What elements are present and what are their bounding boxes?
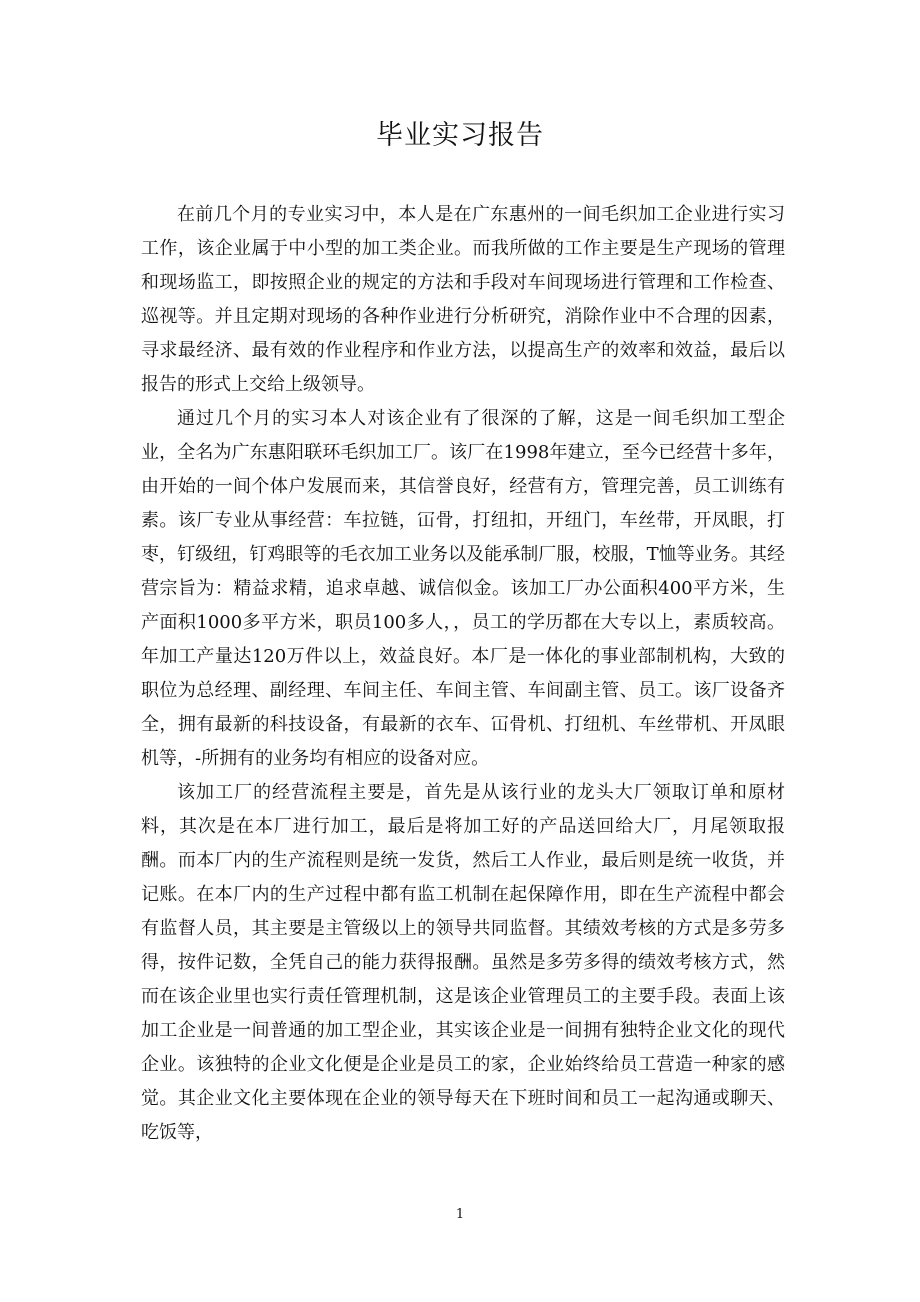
paragraph-2: 通过几个月的实习本人对该企业有了很深的了解，这是一间毛织加工型企业，全名为广东惠阳联环毛织加工厂。该厂在1998年建立，至今已经营十多年，由开始的一间个体户发展而来，其信誉良好，经营有方，管理完善，员工训练有素。该厂专业从事经营：车拉链，冚骨，打纽扣，开纽门，车丝带，开凤眼，打枣，钉级纽，钉鸡眼等的毛衣加工业务以及能承制厂服，校服，T恤等业务。其经营宗旨为：精益求精，追求卓越、诚信似金。该加工厂办公面积400平方米，生产面积1000多平方米，职员100多人，，员工的学历都在大专以上，素质较高。年加工产量达120万件以上，效益良好。本厂是一体化的事业部制机构，大致的职位为总经理、副经理、车间主任、车间主管、车间副主管、员工。该厂设备齐全，拥有最新的科技设备，有最新的衣车、冚骨机、打纽机、车丝带机、开凤眼机等，-所拥有的业务均有相应的设备对应。 (141, 408, 785, 769)
document-body (141, 198, 785, 1150)
page-number: 1 (455, 1207, 465, 1222)
paragraph-1: 在前几个月的专业实习中，本人是在广东惠州的一间毛织加工企业进行实习工作，该企业属于中小型的加工类企业。而我所做的工作主要是生产现场的管理和现场监工，即按照企业的规定的方法和手段对车间现场进行管理和工作检查、巡视等。并且定期对现场的各种作业进行分析研究，消除作业中不合理的因素，寻求最经济、最有效的作业程序和作业方法，以提高生产的效率和效益，最后以报告的形式上交给上级领导。 (141, 204, 785, 395)
paragraph-3: 该加工厂的经营流程主要是，首先是从该行业的龙头大厂领取订单和原材料，其次是在本厂进行加工，最后是将加工好的产品送回给大厂，月尾领取报酬。而本厂内的生产流程则是统一发货，然后工人作业，最后则是统一收货，并记账。在本厂内的生产过程中都有监工机制在起保障作用，即在生产流程中都会有监督人员，其主要是主管级以上的领导共同监督。其绩效考核的方式是多劳多得，按件记数，全凭自己的能力获得报酬。虽然是多劳多得的绩效考核方式，然而在该企业里也实行责任管理机制，这是该企业管理员工的主要手段。表面上该加工企业是一间普通的加工型企业，其实该企业是一间拥有独特企业文化的现代企业。该独特的企业文化便是企业是员工的家，企业始终给员工营造一种家的感觉。其企业文化主要体现在企业的领导每天在下班时间和员工一起沟通或聊天、吃饭等， (141, 782, 785, 1143)
document-title: 毕业实习报告 (376, 120, 544, 151)
